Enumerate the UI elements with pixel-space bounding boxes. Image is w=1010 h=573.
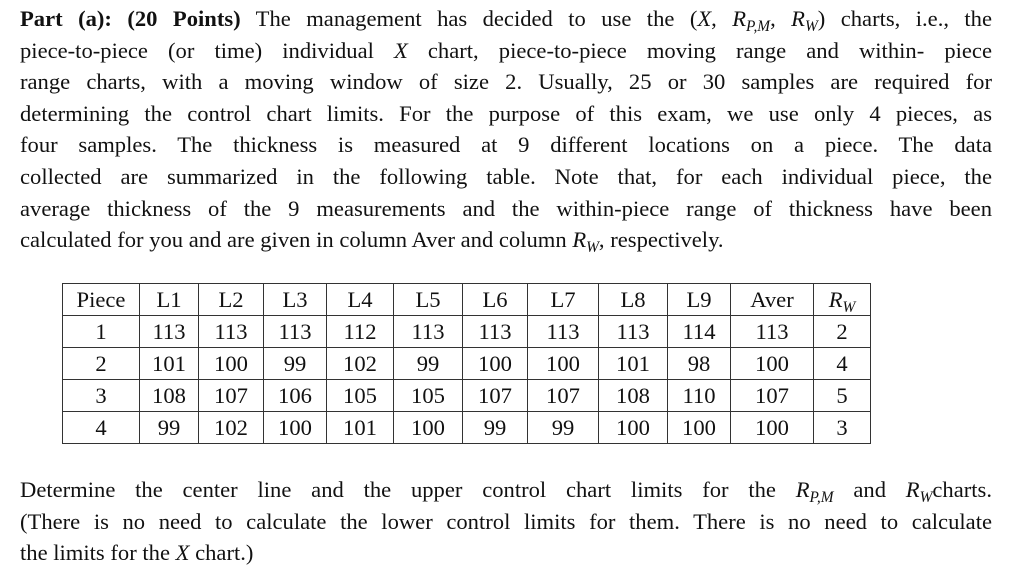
table-cell: 113: [394, 316, 463, 348]
intro-line-2: piece-to-piece (or time) individual X chart, piece-to-piece moving range and within- piece: [20, 37, 992, 63]
table-cell: 113: [528, 316, 599, 348]
table-cell: 110: [668, 380, 731, 412]
header-l6: L6: [463, 284, 528, 316]
table-cell: 2: [814, 316, 871, 348]
table-cell: 100: [731, 348, 814, 380]
table-cell: 100: [668, 412, 731, 444]
table-cell: 107: [199, 380, 264, 412]
table-cell: 108: [599, 380, 668, 412]
header-l5: L5: [394, 284, 463, 316]
table-cell: 102: [199, 412, 264, 444]
header-l7: L7: [528, 284, 599, 316]
table-cell: 113: [599, 316, 668, 348]
header-l3: L3: [264, 284, 327, 316]
table-row: [63, 412, 871, 444]
table-cell: 105: [394, 380, 463, 412]
table-cell: 99: [394, 348, 463, 380]
table-cell: 100: [731, 412, 814, 444]
header-piece: Piece: [63, 284, 140, 316]
table-cell: 99: [264, 348, 327, 380]
table-cell: 106: [264, 380, 327, 412]
table-cell: 100: [599, 412, 668, 444]
table-cell: 102: [327, 348, 394, 380]
header-l8: L8: [599, 284, 668, 316]
table-cell: 101: [327, 412, 394, 444]
table-cell: 4: [814, 348, 871, 380]
table-header-row: [63, 284, 871, 316]
header-l1: L1: [140, 284, 199, 316]
piece-number-cell: 4: [63, 412, 140, 444]
question-line-1: Determine the center line and the upper control chart limits for the $R_{P,M}$ and $R_Wcharts$.: [20, 477, 992, 506]
table-cell: 113: [199, 316, 264, 348]
intro-line-1: Part (a): (20 Points) The management has decided to use the (X, $R_{P,M}$, $R_W$) charts, i.e., the: [20, 6, 993, 35]
table-cell: 113: [731, 316, 814, 348]
problem-statement: [20, 3, 992, 256]
thickness-data-table: [62, 283, 871, 444]
table-row: [63, 380, 871, 412]
table-cell: 105: [327, 380, 394, 412]
piece-number-cell: 3: [63, 380, 140, 412]
table-cell: 107: [463, 380, 528, 412]
part-heading: Part (a): (20 Points): [20, 6, 241, 31]
table-cell: 99: [463, 412, 528, 444]
question-line-3: the limits for the X chart.): [20, 540, 254, 566]
piece-number-cell: 1: [63, 316, 140, 348]
table-cell: 112: [327, 316, 394, 348]
header-l9: L9: [668, 284, 731, 316]
intro-line-5: four samples. The thickness is measured at 9 different locations on a piece. The data: [20, 132, 992, 158]
table-cell: 99: [140, 412, 199, 444]
table-cell: 108: [140, 380, 199, 412]
header-aver: Aver: [731, 284, 814, 316]
table-cell: 100: [264, 412, 327, 444]
table-cell: 101: [140, 348, 199, 380]
intro-line-6: collected are summarized in the following table. Note that, for each individual piece, the: [20, 163, 992, 189]
header-l2: L2: [199, 284, 264, 316]
table-cell: 100: [528, 348, 599, 380]
header-l4: L4: [327, 284, 394, 316]
piece-number-cell: 2: [63, 348, 140, 380]
table-cell: 3: [814, 412, 871, 444]
table-cell: 99: [528, 412, 599, 444]
table-row: [63, 316, 871, 348]
question-statement: [20, 474, 992, 569]
intro-line-3: range charts, with a moving window of size 2. Usually, 25 or 30 samples are required for: [20, 69, 992, 95]
table-body: [63, 316, 871, 444]
table-cell: 5: [814, 380, 871, 412]
header-rw: $R_W$: [814, 284, 871, 316]
table-cell: 113: [264, 316, 327, 348]
table-cell: 100: [463, 348, 528, 380]
table-cell: 100: [394, 412, 463, 444]
question-line-2: (There is no need to calculate the lower control limits for them. There is no need to calculate: [20, 508, 992, 534]
intro-line-8: calculated for you and are given in column Aver and column $R_W$, respectively.: [20, 227, 724, 257]
intro-line-4: determining the control chart limits. For the purpose of this exam, we use only 4 pieces, as: [20, 100, 992, 126]
table-cell: 100: [199, 348, 264, 380]
table-cell: 107: [731, 380, 814, 412]
table-cell: 101: [599, 348, 668, 380]
table-cell: 114: [668, 316, 731, 348]
table-cell: 98: [668, 348, 731, 380]
table-cell: 113: [140, 316, 199, 348]
table-cell: 107: [528, 380, 599, 412]
intro-line-7: average thickness of the 9 measurements and the within-piece range of thickness have been: [20, 195, 992, 221]
table-cell: 113: [463, 316, 528, 348]
table-row: [63, 348, 871, 380]
